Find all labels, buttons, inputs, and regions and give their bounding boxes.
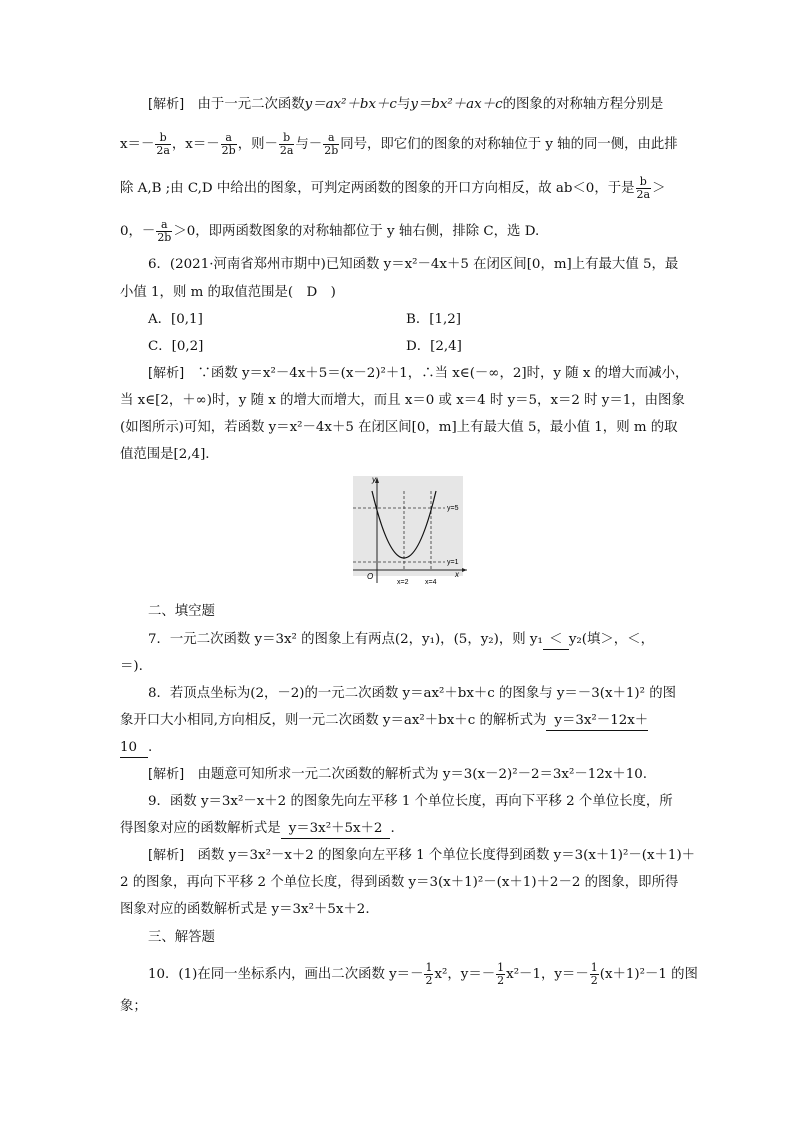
fraction: $\frac{a}{2b}$: [157, 218, 172, 244]
question-6-stem-line-1: 6．(2021·河南省郑州市期中)已知函数 y＝x²－4x＋5 在闭区间[0，m]上有最大值 5，最: [148, 257, 679, 272]
fraction: $\frac{a}{2b}$: [221, 131, 236, 157]
question-10-line-2: 象；: [120, 999, 147, 1014]
answer-blank: y＝3x²＋5x＋2: [281, 820, 391, 839]
section-fill-blank-title: 二、填空题: [148, 604, 215, 619]
origin-label: O: [367, 572, 374, 581]
analysis-6-line-2: 当 x∈[2，＋∞)时，y 随 x 的增大而增大，而且 x＝0 或 x＝4 时 y＝5，x＝2 时 y＝1，由图象: [120, 393, 685, 408]
section-answer-title: 三、解答题: [148, 930, 215, 945]
analysis-8: [解析] 由题意可知所求一元二次函数的解析式为 y＝3(x－2)²－2＝3x²－12x＋10.: [148, 767, 647, 782]
fraction: $\frac{1}{2}$: [590, 961, 598, 987]
x-axis-arrow: [462, 568, 467, 572]
fraction: $\frac{b}{2a}$: [279, 131, 294, 157]
fraction: $\frac{1}{2}$: [425, 961, 433, 987]
analysis-tag: [解析]: [148, 767, 185, 782]
fraction: $\frac{b}{2a}$: [636, 175, 651, 201]
answer-blank: ＜: [543, 631, 569, 650]
question-9-line-2: 得图象对应的函数解析式是 y＝3x²＋5x＋2 .: [120, 820, 395, 839]
label-y1: y=1: [447, 559, 459, 566]
analysis-6-line-1: [解析] ∵函数 y＝x²－4x＋5＝(x－2)²＋1，∴当 x∈(－∞，2]时，y 随 x 的增大而减小，: [148, 366, 689, 381]
y-axis-label: y: [372, 475, 376, 484]
analysis-5-line-3: 除 A,B ;由 C,D 中给出的图象，可判定两函数的图象的开口方向相反，故 ab＜0，于是 $\frac{b}{2a}$ ＞: [120, 175, 666, 201]
option-b: B．[1,2]: [406, 312, 461, 327]
analysis-tag: [解析]: [148, 366, 185, 381]
parabola-graph: [345, 473, 475, 588]
option-a: A．[0,1]: [148, 312, 203, 327]
question-8-line-2: 象开口大小相同,方向相反，则一元二次函数 y＝ax²＋bx＋c 的解析式为 y＝3x²－12x＋: [120, 712, 648, 731]
label-x2: x=2: [397, 579, 409, 586]
answer-blank-cont: 10: [120, 739, 148, 758]
fraction: $\frac{1}{2}$: [497, 961, 505, 987]
analysis-9-line-3: 图象对应的函数解析式是 y＝3x²＋5x＋2.: [120, 902, 370, 917]
question-10-line-1: 10．(1)在同一坐标系内，画出二次函数 y＝－ $\frac{1}{2}$ x²，y＝－ $\frac{1}{2}$ x²－1，y＝－ $\frac{1}{2}$ (x＋1)²－1 的图: [148, 961, 698, 987]
answer-blank: y＝3x²－12x＋: [546, 712, 648, 731]
analysis-9-line-2: 2 的图象，再向下平移 2 个单位长度，得到函数 y＝3(x＋1)²－(x＋1)＋2－2 的图象，即所得: [120, 875, 679, 890]
question-6-stem-line-2: 小值 1，则 m 的取值范围是( D ): [120, 285, 336, 300]
analysis-5-line-2: x＝－ $\frac{b}{2a}$ ，x＝－ $\frac{a}{2b}$ ，则－ $\frac{b}{2a}$ 与－ $\frac{a}{2b}$ 同号，即它们的图象的对称轴位于 y 轴的同一侧，由此排: [120, 131, 678, 157]
fraction: $\frac{a}{2b}$: [324, 131, 339, 157]
analysis-tag: [解析]: [148, 848, 185, 863]
question-7-line-1: 7．一元二次函数 y＝3x² 的图象上有两点(2，y₁)，(5，y₂)，则 y₁ ＜ y₂(填＞，＜，: [148, 631, 654, 650]
analysis-5-line-4: 0，－ $\frac{a}{2b}$ ＞0，即两函数图象的对称轴都位于 y 轴右侧，排除 C，选 D.: [120, 218, 540, 244]
analysis-5-line-1: [解析] 由于一元二次函数y＝ax²＋bx＋c与y＝bx²＋ax＋c的图象的对称轴方程分别是: [148, 97, 664, 112]
question-7-line-2: ＝).: [120, 659, 143, 674]
analysis-9-line-1: [解析] 函数 y＝3x²－x＋2 的图象向左平移 1 个单位长度得到函数 y＝3(x＋1)²－(x＋1)＋: [148, 848, 696, 863]
question-8-line-3: 10 .: [120, 739, 152, 758]
fraction: $\frac{b}{2a}$: [156, 131, 170, 157]
analysis-tag: [解析]: [148, 97, 185, 112]
analysis-6-line-3: (如图所示)可知，若函数 y＝x²－4x＋5 在闭区间[0，m]上有最大值 5，最小值 1，则 m 的取: [120, 420, 678, 435]
label-y5: y=5: [447, 505, 459, 512]
x-axis-label: x: [455, 570, 459, 579]
label-x4: x=4: [425, 579, 437, 586]
question-8-line-1: 8．若顶点坐标为(2，－2)的一元二次函数 y＝ax²＋bx＋c 的图象与 y＝－3(x＋1)² 的图: [148, 686, 677, 701]
analysis-6-line-4: 值范围是[2,4].: [120, 447, 210, 462]
question-9-line-1: 9．函数 y＝3x²－x＋2 的图象先向左平移 1 个单位长度，再向下平移 2 个单位长度，所: [148, 794, 673, 809]
option-c: C．[0,2]: [148, 339, 204, 354]
option-d: D．[2,4]: [406, 339, 462, 354]
